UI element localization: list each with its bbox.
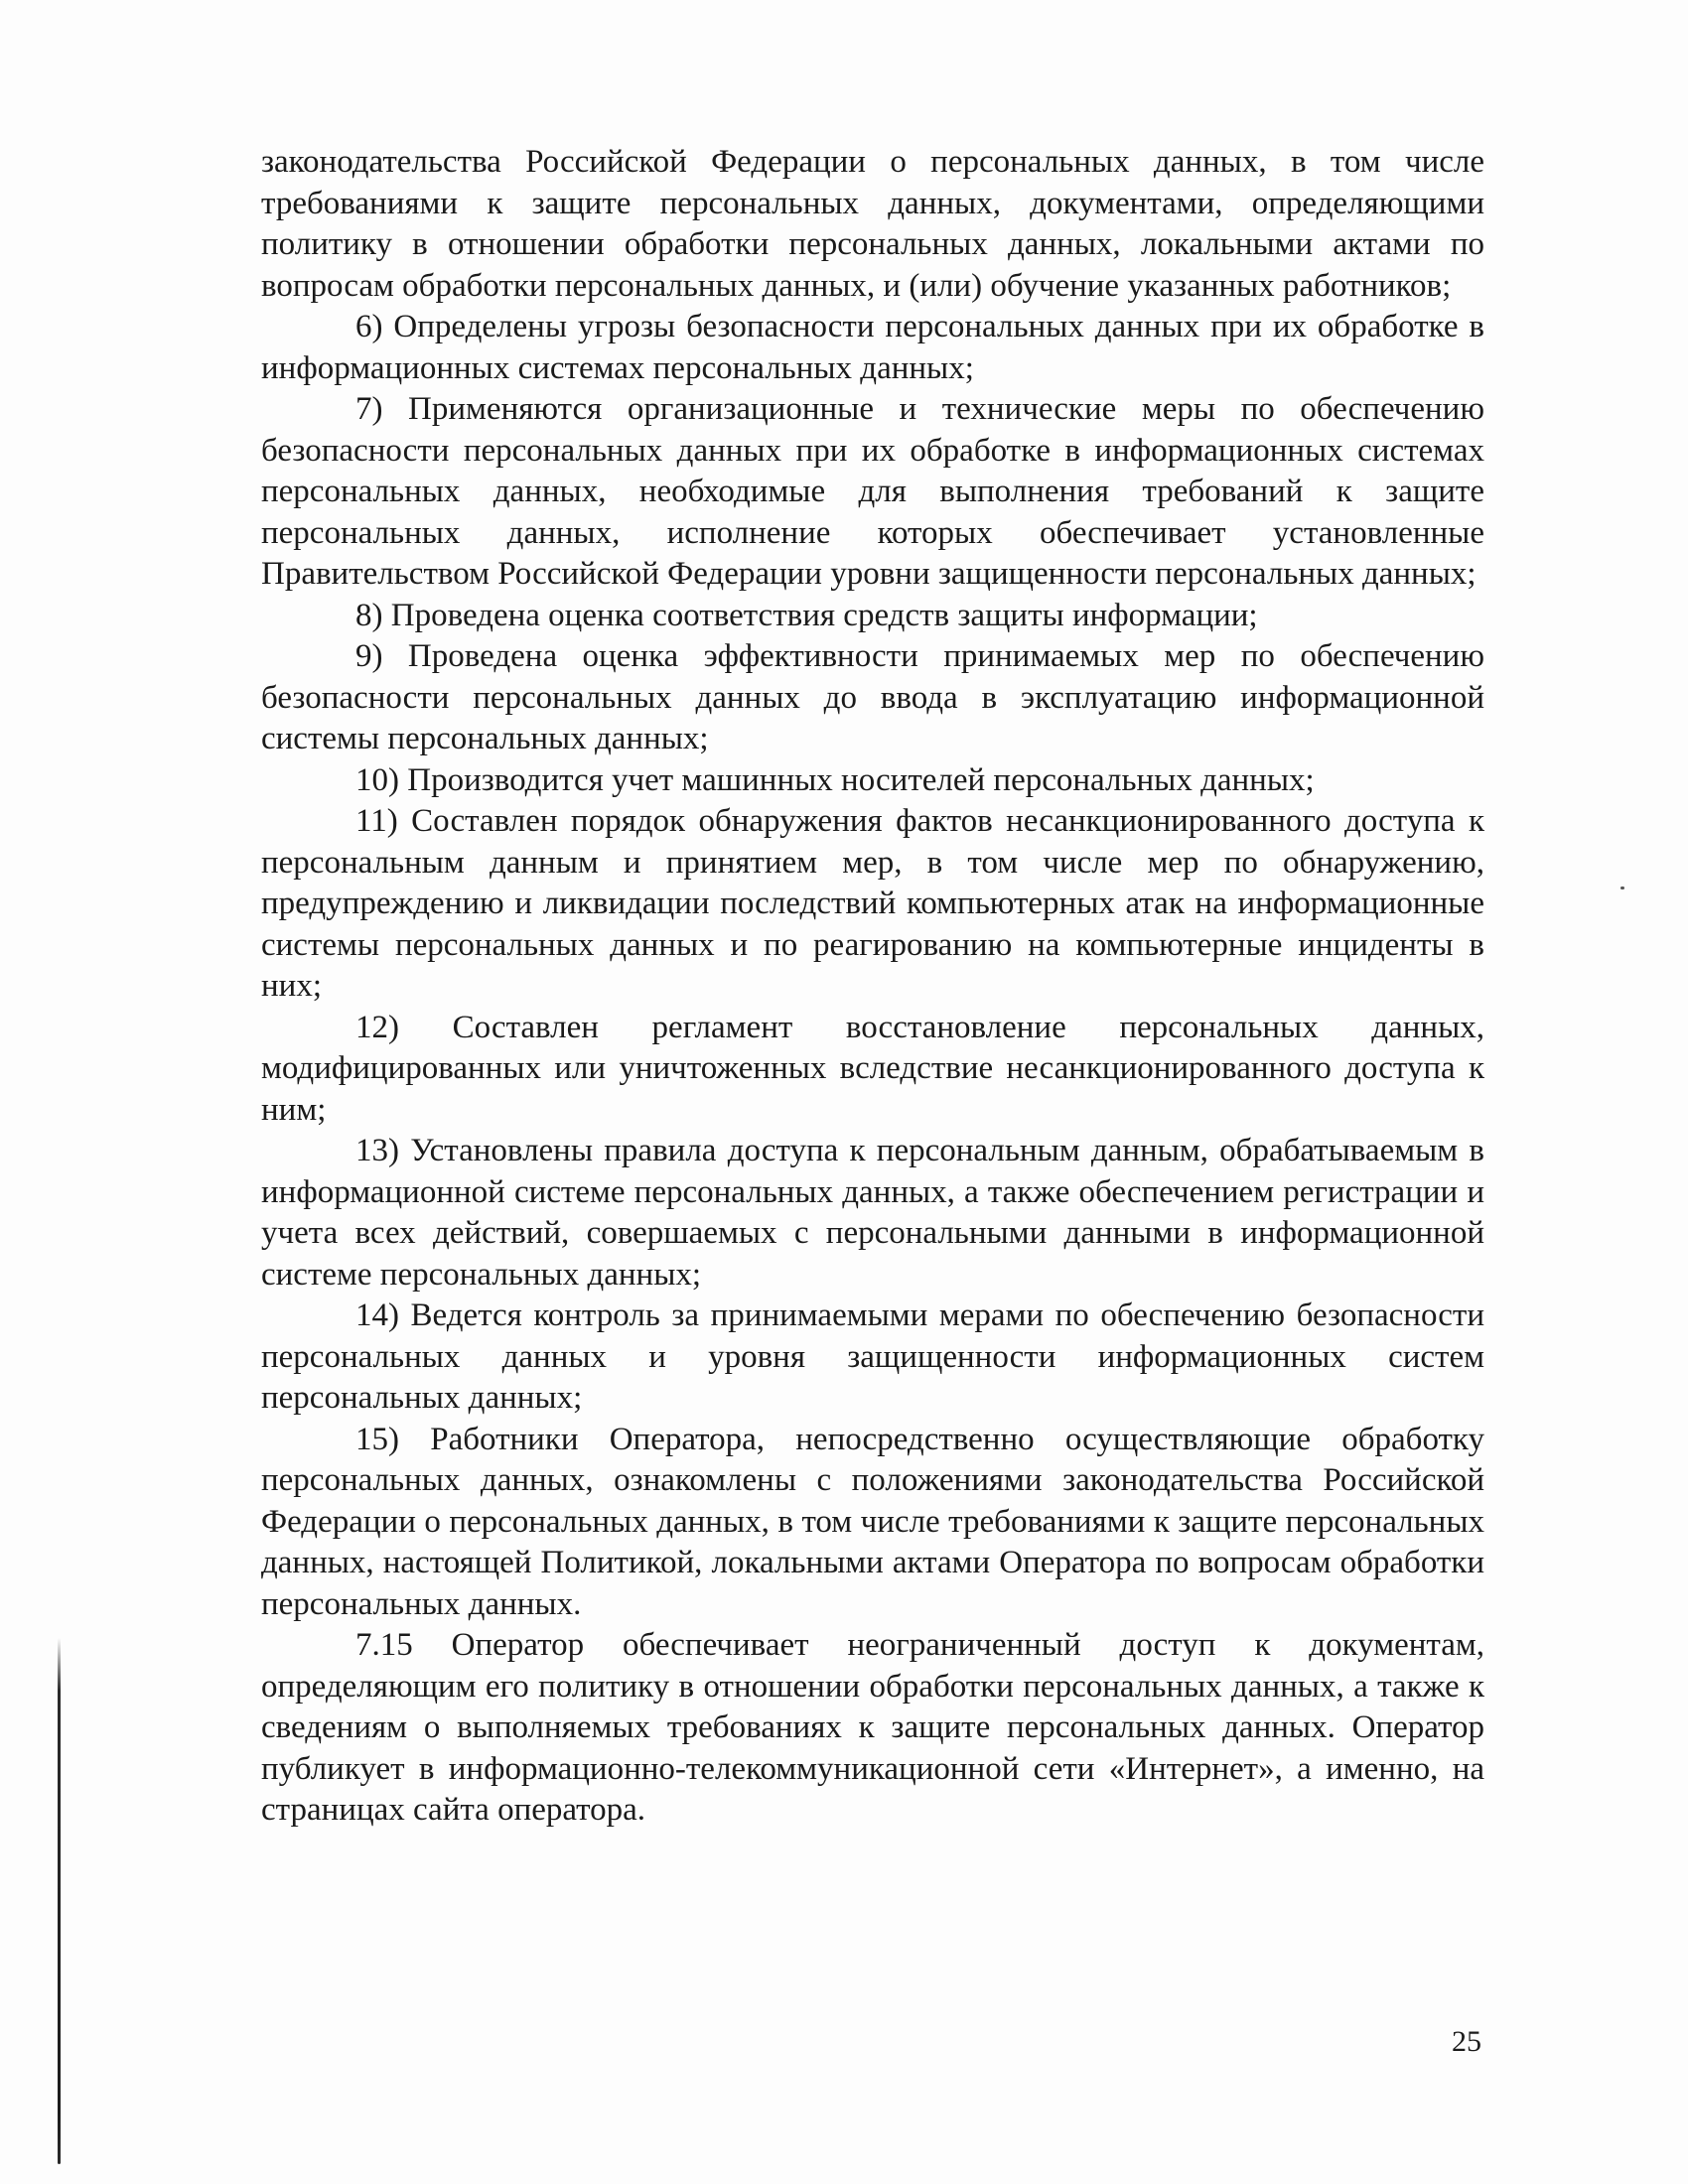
list-item-15: 15) Работники Оператора, непосредственно осуществляющие обработку персональных данных, ознакомлены с положениями законодательства Российской Федерации о персональных данных, в том числе требованиями к защите персональных данных, настоящей Политикой, локальными актами Оператора по вопросам обработки персональных данных. bbox=[261, 1421, 1484, 1622]
list-item-8: 8) Проведена оценка соответствия средств защиты информации; bbox=[355, 597, 1258, 633]
scan-edge-mark bbox=[58, 1638, 61, 2164]
list-item-6: 6) Определены угрозы безопасности персональных данных при их обработке в информационных системах персональных данных; bbox=[261, 309, 1484, 386]
list-item-13: 13) Установлены правила доступа к персональным данным, обрабатываемым в информационной системе персональных данных, а также обеспечением регистрации и учета всех действий, совершаемых с персональными данными в информационной системе персональных данных; bbox=[261, 1133, 1484, 1293]
list-item-10: 10) Производится учет машинных носителей персональных данных; bbox=[355, 761, 1315, 798]
list-item-9: 9) Проведена оценка эффективности принимаемых мер по обеспечению безопасности персональных данных до ввода в эксплуатацию информационной системы персональных данных; bbox=[261, 638, 1484, 756]
list-item-12: 12) Составлен регламент восстановление персональных данных, модифицированных или уничтоженных вследствие несанкционированного доступа к ним; bbox=[261, 1009, 1484, 1128]
scan-speck bbox=[1620, 887, 1624, 889]
document-body bbox=[261, 142, 1484, 1832]
page-number: 25 bbox=[1452, 2025, 1481, 2058]
paragraph-continuation: законодательства Российской Федерации о персональных данных, в том числе требованиями к защите персональных данных, документами, определяющими политику в отношении обработки персональных данных, локальными актами по вопросам обработки персональных данных, и (или) обучение указанных работников; bbox=[261, 144, 1484, 304]
list-item-11: 11) Составлен порядок обнаружения фактов несанкционированного доступа к персональным данным и принятием мер, в том числе мер по обнаружению, предупреждению и ликвидации последствий компьютерных атак на информационные системы персональных данных и по реагированию на компьютерные инциденты в них; bbox=[261, 803, 1484, 1004]
list-item-7: 7) Применяются организационные и технические меры по обеспечению безопасности персональных данных при их обработке в информационных системах персональных данных, необходимые для выполнения требований к защите персональных данных, исполнение которых обеспечивает установленные Правительством Российской Федерации уровни защищенности персональных данных; bbox=[261, 391, 1484, 592]
section-7-15: 7.15 Оператор обеспечивает неограниченный доступ к документам, определяющим его политику в отношении обработки персональных данных, а также к сведениям о выполняемых требованиях к защите персональных данных. Оператор публикует в информационно-телекоммуникационной сети «Интернет», а именно, на страницах сайта оператора. bbox=[261, 1627, 1484, 1828]
list-item-14: 14) Ведется контроль за принимаемыми мерами по обеспечению безопасности персональных данных и уровня защищенности информационных систем персональных данных; bbox=[261, 1297, 1484, 1416]
